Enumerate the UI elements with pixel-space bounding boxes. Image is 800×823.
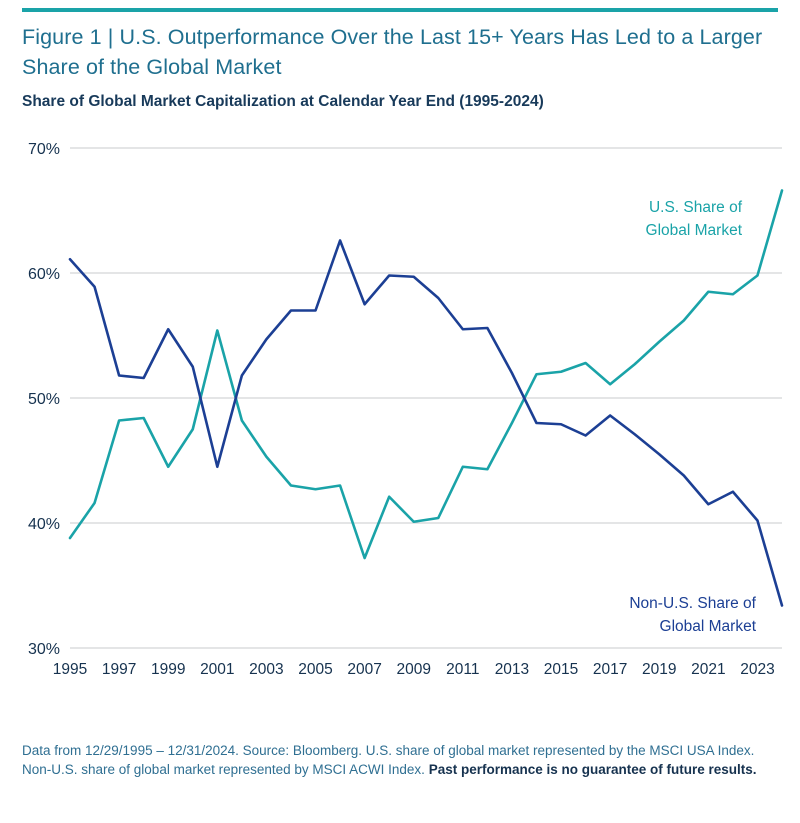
y-axis-tick-label: 50% <box>27 391 60 408</box>
y-axis-tick-label: 70% <box>27 141 60 158</box>
x-axis-tick-label: 1995 <box>52 661 88 678</box>
x-axis-tick-label: 2013 <box>494 661 530 678</box>
top-accent-rule <box>22 8 778 12</box>
footnote-text: Data from 12/29/1995 – 12/31/2024. Source: Bloomberg. U.S. share of global market represented by the MSCI USA Index. Non-U.S. share of global market represented by MSCI ACWI Index. <box>22 743 755 777</box>
x-axis-tick-label: 2001 <box>200 661 235 678</box>
chart-plot-area <box>0 130 800 730</box>
x-axis-tick-label: 1997 <box>101 661 137 678</box>
y-axis-tick-label: 40% <box>27 516 60 533</box>
x-axis-tick-label: 2003 <box>249 661 284 678</box>
footnote-bold: Past performance is no guarantee of future results. <box>428 762 757 777</box>
x-axis-tick-label: 1999 <box>150 661 186 678</box>
x-axis-tick-label: 2019 <box>641 661 677 678</box>
series-annotation-non-us: Non-U.S. Share of <box>629 595 756 612</box>
x-axis-tick-label: 2021 <box>691 661 726 678</box>
footnote <box>22 741 782 779</box>
page-subtitle: Share of Global Market Capitalization at Calendar Year End (1995-2024) <box>22 93 544 110</box>
x-axis-tick-label: 2023 <box>740 661 775 678</box>
series-annotation-non-us: Global Market <box>659 618 756 635</box>
y-axis-tick-label: 30% <box>27 641 60 658</box>
series-annotation-us: U.S. Share of <box>648 199 742 216</box>
x-axis-tick-label: 2005 <box>298 661 333 678</box>
x-axis-tick-label: 2009 <box>396 661 431 678</box>
series-line-non-us <box>70 241 782 606</box>
series-line-us <box>70 191 782 559</box>
x-axis-tick-label: 2015 <box>543 661 579 678</box>
y-axis-tick-label: 60% <box>27 266 60 283</box>
x-axis-tick-label: 2017 <box>592 661 628 678</box>
x-axis-tick-label: 2011 <box>446 661 480 678</box>
line-chart <box>0 130 800 730</box>
page-title: Figure 1 | U.S. Outperformance Over the Last 15+ Years Has Led to a Larger Share of the Global Market <box>22 25 763 79</box>
series-annotation-us: Global Market <box>645 222 742 239</box>
x-axis-tick-label: 2007 <box>347 661 382 678</box>
